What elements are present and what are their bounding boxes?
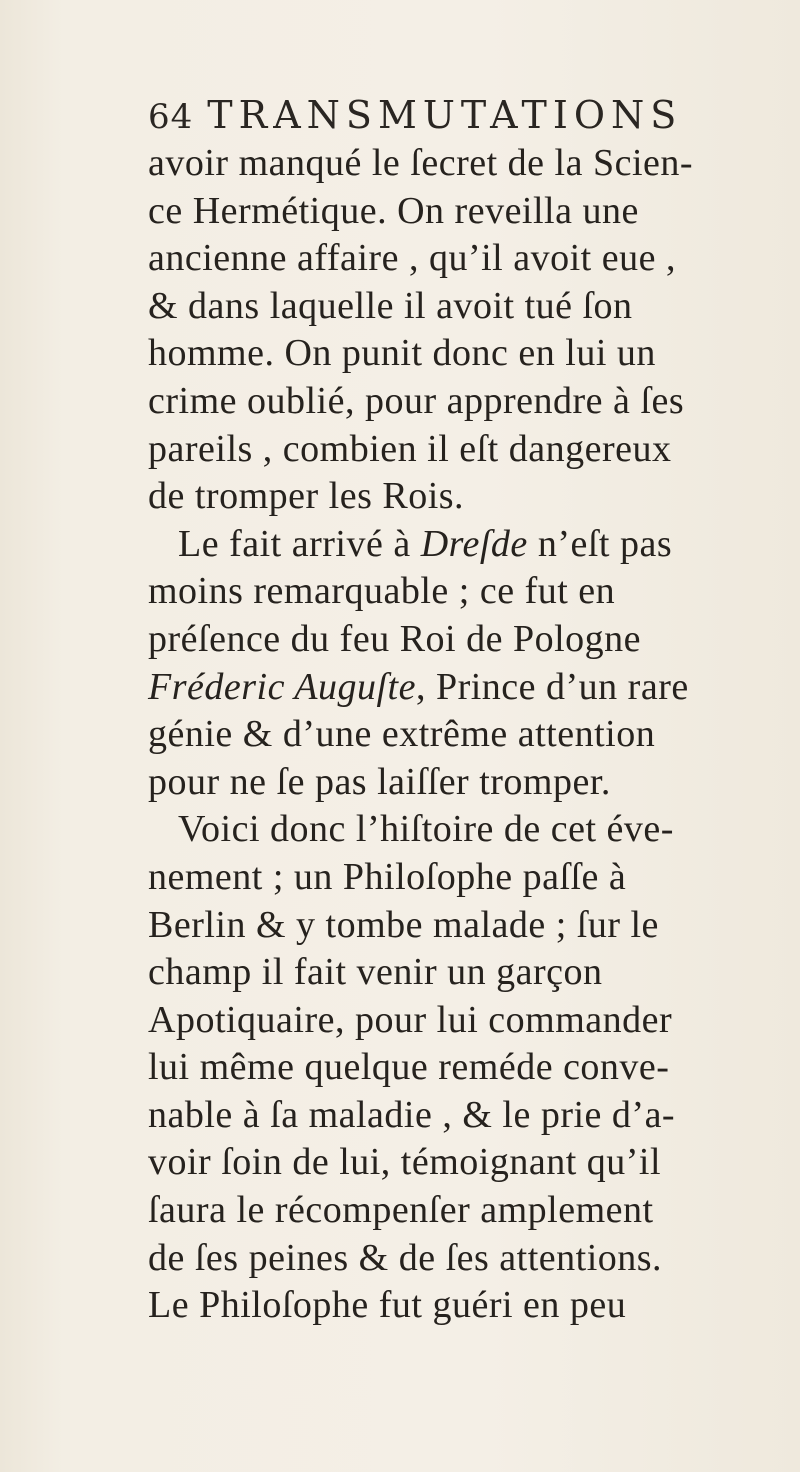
text-line <box>148 521 788 569</box>
text-line: avoir manqué le ſecret de la Scien- <box>148 142 694 184</box>
text-line: préſence du feu Roi de Pologne <box>148 617 642 660</box>
page-number: 64 <box>148 97 194 137</box>
text-line: lui même quelque reméde conve- <box>148 1046 670 1089</box>
text-line: voir ſoin de lui, témoignant qu’il <box>148 1141 662 1184</box>
place-name-italic: Dreſde <box>420 522 528 565</box>
text-line: moins remarquable ; ce fut en <box>148 570 616 613</box>
person-name-italic: Fréderic Auguſte <box>148 665 416 708</box>
text-line: pareils , combien il eſt dangereux <box>148 427 672 470</box>
text-line: ſaura le récompenſer amplement <box>148 1189 654 1232</box>
text-segment: , Prince d’un rare <box>415 665 689 708</box>
text-line: de ſes peines & de ſes attentions. <box>148 1236 663 1279</box>
text-line: de tromper les Rois. <box>148 475 465 518</box>
text-line: nement ; un Philoſophe paſſe à <box>148 855 627 898</box>
text-line: ce Hermétique. On reveilla une <box>148 189 639 232</box>
running-title: TRANSMUTATIONS <box>207 93 683 137</box>
text-line: génie & d’une extrême attention <box>148 713 656 756</box>
text-line <box>148 664 788 712</box>
text-line: Le Philoſophe fut guéri en peu <box>148 1284 627 1327</box>
text-line: ancienne affaire , qu’il avoit eue , <box>148 237 676 280</box>
text-line: & dans laquelle il avoit tué ſon <box>148 284 633 327</box>
text-line: champ il fait venir un garçon <box>148 951 603 994</box>
text-line: Berlin & y tombe malade ; ſur le <box>148 903 659 946</box>
text-line: Apotiquaire, pour lui commander <box>148 998 673 1041</box>
text-segment: n’eſt pas <box>527 522 673 565</box>
text-line: nable à ſa maladie , & le prie d’a- <box>148 1093 676 1136</box>
text-line: pour ne ſe pas laiſſer tromper. <box>148 760 611 803</box>
text-line: homme. On punit donc en lui un <box>148 332 656 375</box>
text-line: Voici donc l’hiſtoire de cet éve- <box>178 808 674 851</box>
body-text <box>148 140 788 1330</box>
text-line: crime oublié, pour apprendre à ſes <box>148 379 685 422</box>
page-header <box>148 93 683 137</box>
text-segment: Le fait arrivé à <box>178 522 421 565</box>
